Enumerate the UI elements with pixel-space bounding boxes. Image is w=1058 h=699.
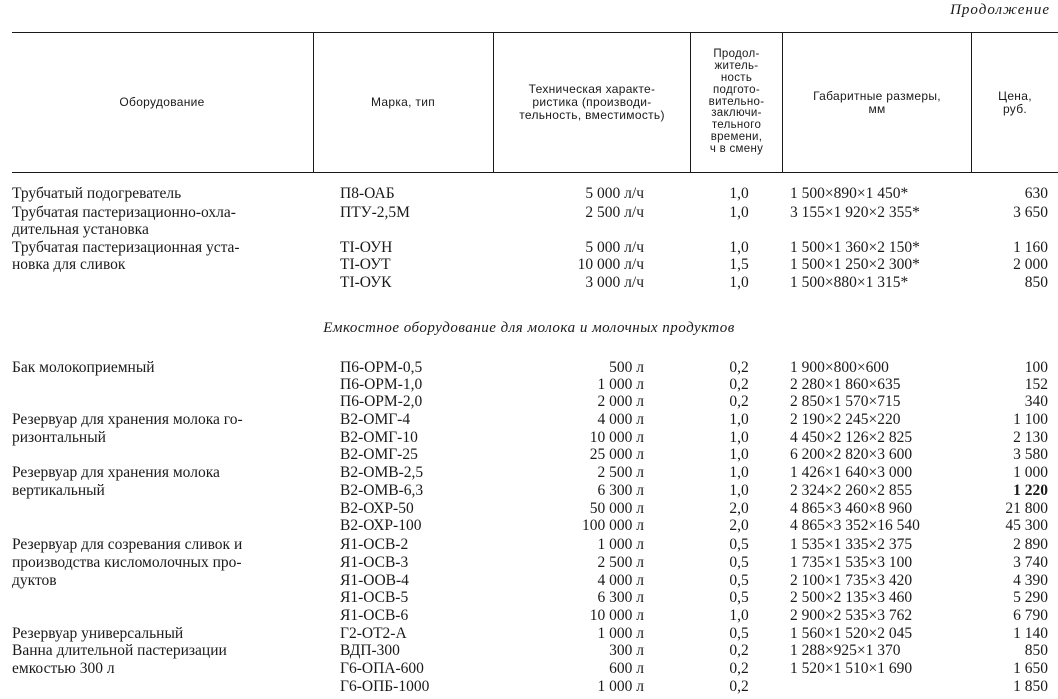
capacity-cell: 2 500 л [597,554,644,571]
header-bottom-rule [12,172,1058,173]
price-cell: 100 [1024,359,1048,376]
duration-cell: 1,0 [729,185,749,202]
capacity-cell: 1 000 л [597,536,644,553]
model-cell: ВДП-300 [340,642,400,659]
price-cell: 1 160 [1013,239,1048,256]
price-cell: 152 [1024,376,1048,393]
model-cell: В2-ОМГ-4 [340,411,411,428]
dimensions-cell: 2 900×2 535×3 762 [790,607,913,624]
dimensions-cell: 1 520×1 510×1 690 [790,660,913,677]
duration-cell: 0,5 [729,572,749,589]
capacity-cell: 500 л [609,359,644,376]
dimensions-cell: 1 500×880×1 315* [790,274,909,291]
header-model: Марка, тип [370,95,436,109]
duration-cell: 2,0 [729,500,749,517]
dimensions-cell: 1 500×1 360×2 150* [790,239,920,256]
dimensions-cell: 1 560×1 520×2 045 [790,625,913,642]
price-cell: 850 [1024,642,1048,659]
equipment-name-line: вертикальный [12,482,105,499]
model-cell: Г6-ОПА-600 [340,660,424,677]
capacity-cell: 1 000 л [597,376,644,393]
duration-cell: 1,5 [729,256,749,273]
model-cell: В2-ОМГ-10 [340,429,418,446]
capacity-cell: 600 л [609,660,644,677]
capacity-cell: 50 000 л [589,500,644,517]
equipment-name-line: Резервуар для хранения молока [12,464,220,481]
capacity-cell: 2 500 л [597,464,644,481]
equipment-name-line: емкостью 300 л [12,660,115,677]
dimensions-cell: 1 900×800×600 [790,359,889,376]
capacity-cell: 4 000 л [597,411,644,428]
price-cell: 2 890 [1013,536,1048,553]
dimensions-cell: 3 155×1 920×2 355* [790,204,920,221]
capacity-cell: 6 300 л [597,589,644,606]
model-cell: Я1-ОСВ-3 [340,554,409,571]
duration-cell: 0,2 [729,359,749,376]
equipment-name-line: производства кисломолочных про- [12,554,242,571]
price-cell: 5 290 [1013,589,1048,606]
model-cell: Я1-ООВ-4 [340,572,409,589]
capacity-cell: 2 000 л [597,393,644,410]
price-cell: 3 650 [1013,204,1048,221]
capacity-cell: 10 000 л [589,429,644,446]
model-cell: В2-ОМГ-25 [340,446,418,463]
dimensions-cell: 2 100×1 735×3 420 [790,572,913,589]
model-cell: ТI-ОУН [340,239,393,256]
model-cell: Г2-ОТ2-А [340,625,407,642]
dimensions-cell: 1 535×1 335×2 375 [790,536,913,553]
equipment-name-line: Резервуар для хранения молока го- [12,411,243,428]
capacity-cell: 1 000 л [597,678,644,695]
duration-cell: 1,0 [729,411,749,428]
dimensions-cell: 6 200×2 820×3 600 [790,446,913,463]
duration-cell: 1,0 [729,446,749,463]
equipment-name-line: ризонтальный [12,429,106,446]
dimensions-cell: 1 500×1 250×2 300* [790,256,920,273]
capacity-cell: 1 000 л [597,625,644,642]
model-cell: П8-ОАБ [340,185,395,202]
duration-cell: 0,2 [729,678,749,695]
price-cell: 6 790 [1013,607,1048,624]
model-cell: ТI-ОУТ [340,256,391,273]
duration-cell: 0,2 [729,393,749,410]
duration-cell: 0,2 [729,660,749,677]
equipment-name-line: Ванна длительной пастеризации [12,642,227,659]
equipment-name-line: Трубчатая пастеризационная уста- [12,239,240,256]
model-cell: В2-ОХР-100 [340,517,422,534]
price-cell: 1 220 [1013,482,1048,499]
duration-cell: 1,0 [729,274,749,291]
price-cell: 1 850 [1013,678,1048,695]
model-cell: Я1-ОСВ-6 [340,607,409,624]
dimensions-cell: 2 280×1 860×635 [790,376,901,393]
price-cell: 850 [1024,274,1048,291]
price-cell: 45 300 [1005,517,1048,534]
duration-cell: 1,0 [729,464,749,481]
model-cell: П6-ОРМ-1,0 [340,376,423,393]
price-cell: 2 000 [1013,256,1048,273]
capacity-cell: 100 000 л [582,517,644,534]
dimensions-cell: 4 865×3 352×16 540 [790,517,920,534]
duration-cell: 0,5 [729,536,749,553]
model-cell: В2-ОМВ-6,3 [340,482,424,499]
dimensions-cell: 2 190×2 245×220 [790,411,901,428]
header-dimensions: Габаритные размеры, мм [813,88,941,116]
capacity-cell: 10 000 л [589,607,644,624]
dimensions-cell: 1 288×925×1 370 [790,642,901,659]
capacity-cell: 2 500 л/ч [585,204,644,221]
header-price: Цена, руб. [998,88,1032,116]
model-cell: ПТУ-2,5М [340,204,410,221]
capacity-cell: 300 л [609,642,644,659]
model-cell: Я1-ОСВ-2 [340,536,409,553]
equipment-name-line: дуктов [12,572,57,589]
section-title: Емкостное оборудование для молока и молочных продуктов [323,320,735,336]
header-duration: Продол- житель- ность подгото- вительно- заключи- тельного времени, ч в смену [708,48,765,155]
equipment-name-line: Бак молокоприемный [12,359,155,376]
model-cell: ТI-ОУК [340,274,392,291]
price-cell: 1 100 [1013,411,1048,428]
capacity-cell: 25 000 л [589,446,644,463]
duration-cell: 0,2 [729,642,749,659]
model-cell: В2-ОХР-50 [340,500,414,517]
dimensions-cell: 4 450×2 126×2 825 [790,429,913,446]
price-cell: 21 800 [1005,500,1048,517]
dimensions-cell: 1 735×1 535×3 100 [790,554,913,571]
dimensions-cell: 1 426×1 640×3 000 [790,464,913,481]
duration-cell: 1,0 [729,607,749,624]
price-cell: 340 [1024,393,1048,410]
capacity-cell: 5 000 л/ч [585,185,644,202]
price-cell: 1 140 [1013,625,1048,642]
equipment-name-line: дительная установка [12,221,149,238]
duration-cell: 0,5 [729,554,749,571]
equipment-name-line: Резервуар для созревания сливок и [12,536,243,553]
dimensions-cell: 2 850×1 570×715 [790,393,901,410]
duration-cell: 2,0 [729,517,749,534]
price-cell: 3 580 [1013,446,1048,463]
duration-cell: 1,0 [729,204,749,221]
header-equipment: Оборудование [119,95,205,109]
duration-cell: 1,0 [729,482,749,499]
duration-cell: 1,0 [729,429,749,446]
continuation-label: Продолжение [950,2,1050,18]
duration-cell: 0,5 [729,625,749,642]
duration-cell: 1,0 [729,239,749,256]
dimensions-cell: 4 865×3 460×8 960 [790,500,913,517]
capacity-cell: 3 000 л/ч [585,274,644,291]
duration-cell: 0,5 [729,589,749,606]
equipment-name-line: Резервуар универсальный [12,625,184,642]
capacity-cell: 10 000 л/ч [577,256,644,273]
model-cell: П6-ОРМ-0,5 [340,359,423,376]
equipment-name-line: Трубчатая пастеризационно-охла- [12,204,236,221]
price-cell: 3 740 [1013,554,1048,571]
dimensions-cell: 2 324×2 260×2 855 [790,482,913,499]
equipment-name-line: новка для сливок [12,256,126,273]
price-cell: 1 650 [1013,660,1048,677]
price-cell: 630 [1024,185,1048,202]
price-cell: 4 390 [1013,572,1048,589]
model-cell: Я1-ОСВ-5 [340,589,409,606]
price-cell: 1 000 [1013,464,1048,481]
duration-cell: 0,2 [729,376,749,393]
dimensions-cell: 1 500×890×1 450* [790,185,909,202]
model-cell: Г6-ОПБ-1000 [340,678,430,695]
dimensions-cell: 2 500×2 135×3 460 [790,589,913,606]
model-cell: В2-ОМВ-2,5 [340,464,424,481]
price-cell: 2 130 [1013,429,1048,446]
model-cell: П6-ОРМ-2,0 [340,393,423,410]
capacity-cell: 5 000 л/ч [585,239,644,256]
header-characteristic: Техническая характе- ристика (производи- тельность, вместимость) [519,82,665,122]
equipment-name-line: Трубчатый подогреватель [12,185,182,202]
capacity-cell: 6 300 л [597,482,644,499]
capacity-cell: 4 000 л [597,572,644,589]
